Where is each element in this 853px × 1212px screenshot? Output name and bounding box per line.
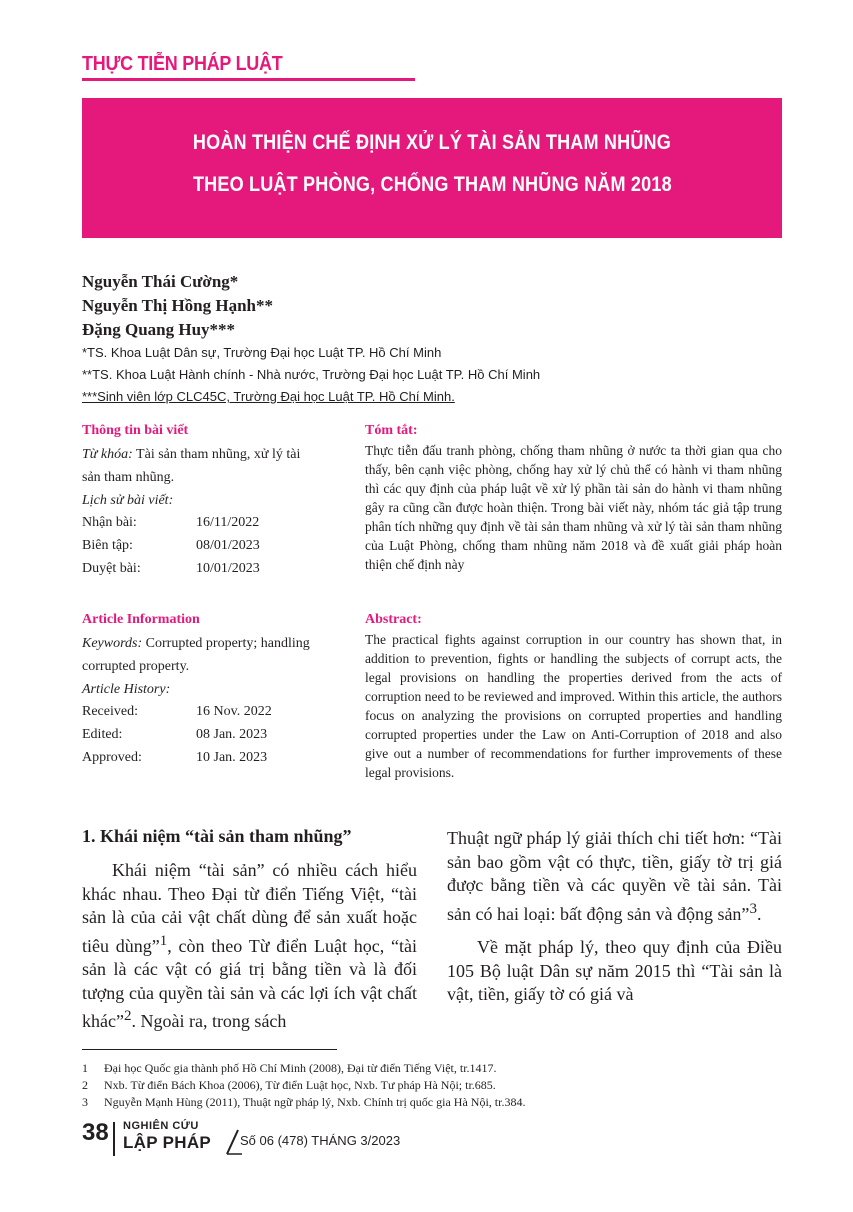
body-right-column bbox=[447, 827, 782, 1007]
abstract-vi-text: Thực tiễn đấu tranh phòng, chống tham nhũng ở nước ta thời gian qua cho thấy, bên cạnh việc phòng, chống hay xử lý chủ thể có hành vi tham nhũng thì các quy định của pháp luật về xử lý phần tài sản do hành vi tham nhũng gây ra cũng cần được hoàn thiện. Trong bài viết này, nhóm tác giả tập trung phân tích những quy định về tài sản tham nhũng và xử lý tài sản tham nhũng của Luật Phòng, chống tham nhũng năm 2018 và đề xuất giải pháp hoàn thiện chế định này bbox=[365, 443, 782, 572]
history-vi-edited-label: Biên tập: bbox=[82, 538, 133, 553]
history-en-label: Article History: bbox=[82, 682, 171, 697]
keywords-vi-cont: sản tham nhũng. bbox=[82, 470, 175, 485]
history-en-received-label: Received: bbox=[82, 704, 138, 719]
page-number: 38 bbox=[82, 1119, 109, 1146]
section-heading: 1. Khái niệm “tài sản tham nhũng” bbox=[82, 826, 352, 846]
affiliation-1: *TS. Khoa Luật Dân sự, Trường Đại học Luật TP. Hồ Chí Minh bbox=[82, 345, 442, 360]
abstract-en-heading: Abstract: bbox=[365, 612, 422, 627]
body-left-column bbox=[82, 859, 417, 1034]
affiliation-3: ***Sinh viên lớp CLC45C, Trường Đại học Luật TP. Hồ Chí Minh. bbox=[82, 389, 455, 404]
keywords-en: Keywords: Corrupted property; handling bbox=[82, 636, 310, 651]
author-3: Đặng Quang Huy*** bbox=[82, 320, 236, 339]
history-en-received-date: 16 Nov. 2022 bbox=[196, 704, 272, 719]
history-vi-received-label: Nhận bài: bbox=[82, 515, 137, 530]
footnote-ref-2: 2 bbox=[123, 1008, 132, 1024]
section-label: THỰC TIỄN PHÁP LUẬT bbox=[82, 53, 283, 75]
footnote-ref-3: 3 bbox=[749, 900, 757, 917]
keywords-vi: Từ khóa: Tài sản tham nhũng, xử lý tài bbox=[82, 447, 301, 462]
history-vi-approved-date: 10/01/2023 bbox=[196, 561, 260, 576]
history-vi-approved-label: Duyệt bài: bbox=[82, 561, 141, 576]
body-paragraph: Thuật ngữ pháp lý giải thích chi tiết hơn: “Tài sản bao gồm vật có thực, tiền, giấy tờ trị giá được bằng tiền và các quyền về tài sản. Tài sản có hai loại: bất động sản và động sản”$^3$. bbox=[447, 828, 782, 924]
history-en-edited-label: Edited: bbox=[82, 727, 123, 742]
footer-divider bbox=[113, 1122, 115, 1156]
keywords-en-cont: corrupted property. bbox=[82, 659, 190, 674]
history-vi-edited-date: 08/01/2023 bbox=[196, 538, 260, 553]
abstract-vi-heading: Tóm tắt: bbox=[365, 423, 418, 438]
author-1: Nguyễn Thái Cường* bbox=[82, 272, 239, 291]
title-line-2: THEO LUẬT PHÒNG, CHỐNG THAM NHŨNG NĂM 2018 bbox=[192, 173, 672, 196]
footnote-3: 3 Nguyễn Mạnh Hùng (2011), Thuật ngữ pháp lý, Nxb. Chính trị quốc gia Hà Nội, tr.384. bbox=[82, 1095, 526, 1109]
history-en-edited-date: 08 Jan. 2023 bbox=[196, 727, 268, 742]
journal-brand-bottom: LẬP PHÁP bbox=[123, 1133, 212, 1152]
body-paragraph: Về mặt pháp lý, theo quy định của Điều 105 Bộ luật Dân sự năm 2015 thì “Tài sản là vật, tiền, giấy tờ có giá và bbox=[447, 937, 782, 1004]
history-en-approved-label: Approved: bbox=[82, 750, 142, 765]
issue-info: Số 06 (478) THÁNG 3/2023 bbox=[240, 1133, 401, 1148]
history-vi-received-date: 16/11/2022 bbox=[196, 515, 260, 530]
footnote-1: 1 Đại học Quốc gia thành phố Hồ Chí Minh (2008), Đại từ điển Tiếng Việt, tr.1417. bbox=[82, 1061, 497, 1075]
section-rule bbox=[82, 78, 415, 81]
title-line-1: HOÀN THIỆN CHẾ ĐỊNH XỬ LÝ TÀI SẢN THAM NHŨNG bbox=[192, 131, 672, 154]
info-vi-heading: Thông tin bài viết bbox=[82, 423, 189, 438]
history-en-approved-date: 10 Jan. 2023 bbox=[196, 750, 268, 765]
footnote-2: 2 Nxb. Từ điển Bách Khoa (2006), Từ điển Luật học, Nxb. Tư pháp Hà Nội; tr.685. bbox=[82, 1078, 496, 1092]
journal-brand-top: NGHIÊN CỨU bbox=[123, 1120, 199, 1132]
affiliation-2: **TS. Khoa Luật Hành chính - Nhà nước, Trường Đại học Luật TP. Hồ Chí Minh bbox=[82, 367, 541, 382]
footnote-rule bbox=[82, 1049, 337, 1050]
footnote-ref-1: 1 bbox=[159, 932, 168, 949]
abstract-en-text: The practical fights against corruption in our country has shown that, in addition to prevention, fights or handling the subjects of corrupt acts, the legal provisions on handling the properties derived from the acts of corruption need to be reviewed and improved. Within this article, the authors focus on analyzing the provisions on corrupted properties and handling corrupted properties under the Law on Anti-Corruption of 2018 and also give out a number of recommendations for further improvements of these legal provisions. bbox=[365, 632, 782, 780]
title-banner bbox=[82, 98, 782, 238]
info-en-heading: Article Information bbox=[82, 612, 200, 627]
author-2: Nguyễn Thị Hồng Hạnh** bbox=[82, 296, 274, 315]
body-paragraph: Khái niệm “tài sản” có nhiều cách hiểu khác nhau. Theo Đại từ điển Tiếng Việt, “tài sản là của cải vật chất dùng để sản xuất hoặc tiêu dùng”$^1$, còn theo Từ điển Luật học, “tài sản là các vật có giá trị bằng tiền và là đối tượng của quyền tài sản và các lợi ích vật chất khác”$^2$. Ngoài ra, trong sách bbox=[82, 860, 417, 1031]
history-vi-label: Lịch sử bài viết: bbox=[82, 493, 174, 508]
